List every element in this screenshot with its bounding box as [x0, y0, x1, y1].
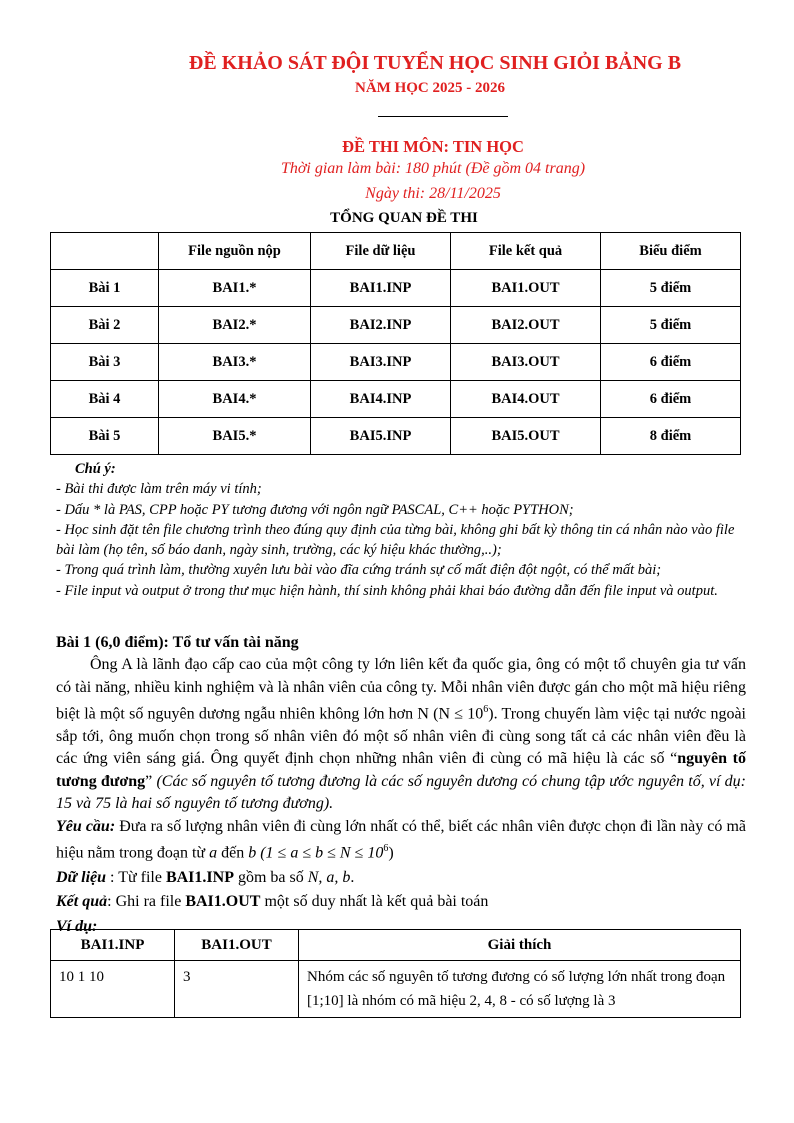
- note-item: - Dấu * là PAS, CPP hoặc PY tương đương với ngôn ngữ PASCAL, C++ hoặc PYTHON;: [56, 501, 574, 518]
- table-cell: Bài 4: [51, 381, 159, 418]
- problem-input: [56, 867, 746, 889]
- statement-term: nguyên tố tương đương: [56, 750, 747, 790]
- example-table: [50, 929, 741, 1018]
- output-text: một số duy nhất là kết quả bài toán: [260, 893, 489, 911]
- table-cell: BAI2.OUT: [451, 307, 601, 344]
- table-cell: BAI3.*: [159, 344, 311, 381]
- table-cell: Bài 3: [51, 344, 159, 381]
- table-cell: BAI2.INP: [311, 307, 451, 344]
- overview-table: [50, 232, 741, 455]
- overview-header-row: [51, 233, 741, 270]
- requirement-text: đến: [217, 844, 249, 862]
- requirement-exponent: 6: [383, 842, 389, 854]
- input-label: Dữ liệu: [56, 868, 107, 886]
- overview-title: TỔNG QUAN ĐỀ THI: [330, 210, 478, 226]
- requirement-text: Đưa ra số lượng nhân viên đi cùng lớn nhất có thể, biết các nhân viên được chọn đi lần này có mã hiệu nằm trong đoạn từ: [56, 817, 746, 862]
- notes-section: [56, 459, 746, 601]
- problem-requirement: [56, 816, 746, 865]
- overview-header-cell: File kết quả: [451, 233, 601, 270]
- header-divider: [378, 116, 508, 117]
- table-cell: 5 điểm: [601, 270, 741, 307]
- statement-text: ). Trong chuyến làm việc tại nước ngoài sắp tới, ông muốn chọn trong số nhân viên đó một số nhân viên đi cùng song tất cả các nhân viên đều là các ứng viên sáng giá. Ông quyết định chọn những nhân viên đi cùng có mã hiệu là các số “: [56, 705, 747, 768]
- note-item: - Trong quá trình làm, thường xuyên lưu bài vào đĩa cứng tránh sự cố mất điện đột ngột, có thể mất bài;: [56, 562, 662, 579]
- table-cell: BAI1.INP: [311, 270, 451, 307]
- table-cell: BAI4.*: [159, 381, 311, 418]
- output-label: Kết quả: [56, 893, 108, 911]
- input-file: BAI1.INP: [165, 868, 234, 886]
- table-cell: 8 điểm: [601, 418, 741, 455]
- subject-title: ĐỀ THI MÔN: TIN HỌC: [342, 137, 524, 156]
- example-input: 10 1 10: [51, 961, 175, 1018]
- table-cell: BAI5.INP: [311, 418, 451, 455]
- example-header-cell: Giải thích: [299, 930, 741, 961]
- table-cell: BAI1.*: [159, 270, 311, 307]
- requirement-var-a: a: [209, 844, 218, 862]
- exam-duration: Thời gian làm bài: 180 phút (Đề gồm 04 trang): [280, 160, 586, 177]
- example-output: 3: [175, 961, 299, 1018]
- table-cell: Bài 1: [51, 270, 159, 307]
- output-file: BAI1.OUT: [185, 893, 261, 911]
- statement-text: ”: [145, 772, 157, 790]
- table-cell: Bài 5: [51, 418, 159, 455]
- input-vars: N, a, b: [307, 868, 351, 886]
- problem-title: Bài 1 (6,0 điểm): Tổ tư vấn tài năng: [56, 634, 299, 651]
- table-row: [51, 307, 741, 344]
- input-text: .: [350, 868, 355, 886]
- table-row: [51, 270, 741, 307]
- example-explanation: Nhóm các số nguyên tố tương đương có số lượng lớn nhất trong đoạn [1;10] là nhóm có mã hiệu 2, 4, 8 - có số lượng là 3: [299, 961, 741, 1018]
- overview-header-cell: File dữ liệu: [311, 233, 451, 270]
- table-row: [51, 344, 741, 381]
- problem-output: [56, 891, 746, 913]
- requirement-text: ): [388, 844, 394, 862]
- problem-statement: [56, 654, 746, 815]
- statement-exponent: 6: [483, 704, 489, 716]
- statement-definition: (Các số nguyên tố tương đương là các số nguyên dương có chung tập ước nguyên tố, ví dụ: 15 và 75 là hai số nguyên tố tương đương).: [56, 772, 746, 813]
- table-cell: BAI4.OUT: [451, 381, 601, 418]
- notes-title: Chú ý:: [75, 461, 116, 477]
- requirement-var-b: b: [248, 844, 257, 862]
- example-header-cell: BAI1.INP: [51, 930, 175, 961]
- exam-title: ĐỀ KHẢO SÁT ĐỘI TUYỂN HỌC SINH GIỎI BẢNG B: [188, 52, 682, 74]
- table-cell: BAI5.OUT: [451, 418, 601, 455]
- table-cell: Bài 2: [51, 307, 159, 344]
- example-header-row: [51, 930, 741, 961]
- exam-date: Ngày thi: 28/11/2025: [365, 185, 501, 202]
- table-cell: 6 điểm: [601, 344, 741, 381]
- overview-header-cell: File nguồn nộp: [159, 233, 311, 270]
- table-cell: BAI4.INP: [311, 381, 451, 418]
- input-text: gồm ba số: [233, 868, 308, 886]
- school-year: NĂM HỌC 2025 - 2026: [355, 80, 505, 96]
- overview-header-cell: [51, 233, 159, 270]
- table-cell: BAI3.INP: [311, 344, 451, 381]
- requirement-condition: (1 ≤ a ≤ b ≤ N ≤ 10: [256, 844, 384, 862]
- note-item: - File input và output ở trong thư mục hiện hành, thí sinh không phải khai báo đường dẫn đến file input và output.: [56, 582, 718, 599]
- table-row: [51, 381, 741, 418]
- table-cell: BAI5.*: [159, 418, 311, 455]
- table-cell: BAI3.OUT: [451, 344, 601, 381]
- table-cell: BAI1.OUT: [451, 270, 601, 307]
- example-label: Ví dụ:: [56, 917, 98, 935]
- table-cell: BAI2.*: [159, 307, 311, 344]
- note-item: - Học sinh đặt tên file chương trình theo đúng quy định của từng bài, không ghi bất kỳ thông tin cá nhân nào vào file bài làm (họ tên, số báo danh, ngày sinh, trường, các ký hiệu khác thường,..);: [56, 521, 735, 559]
- overview-header-cell: Biểu điểm: [601, 233, 741, 270]
- example-row: [51, 961, 741, 1018]
- output-text: : Ghi ra file: [107, 893, 186, 911]
- note-item: - Bài thi được làm trên máy vi tính;: [56, 481, 262, 498]
- example-header-cell: BAI1.OUT: [175, 930, 299, 961]
- statement-text: Ông A là lãnh đạo cấp cao của một công ty lớn liên kết đa quốc gia, ông có một tổ chuyên gia tư vấn có tài năng, nhiều kinh nghiệm và là nhân viên của công ty. Mỗi nhân viên được gán cho một mã hiệu riêng biệt là một số nguyên dương ngẫu nhiên không lớn hơn N (N ≤ 10: [56, 656, 746, 723]
- table-cell: 6 điểm: [601, 381, 741, 418]
- problem-1: [56, 632, 746, 938]
- table-cell: 5 điểm: [601, 307, 741, 344]
- requirement-label: Yêu cầu:: [56, 817, 116, 835]
- input-text: : Từ file: [106, 868, 166, 886]
- table-row: [51, 418, 741, 455]
